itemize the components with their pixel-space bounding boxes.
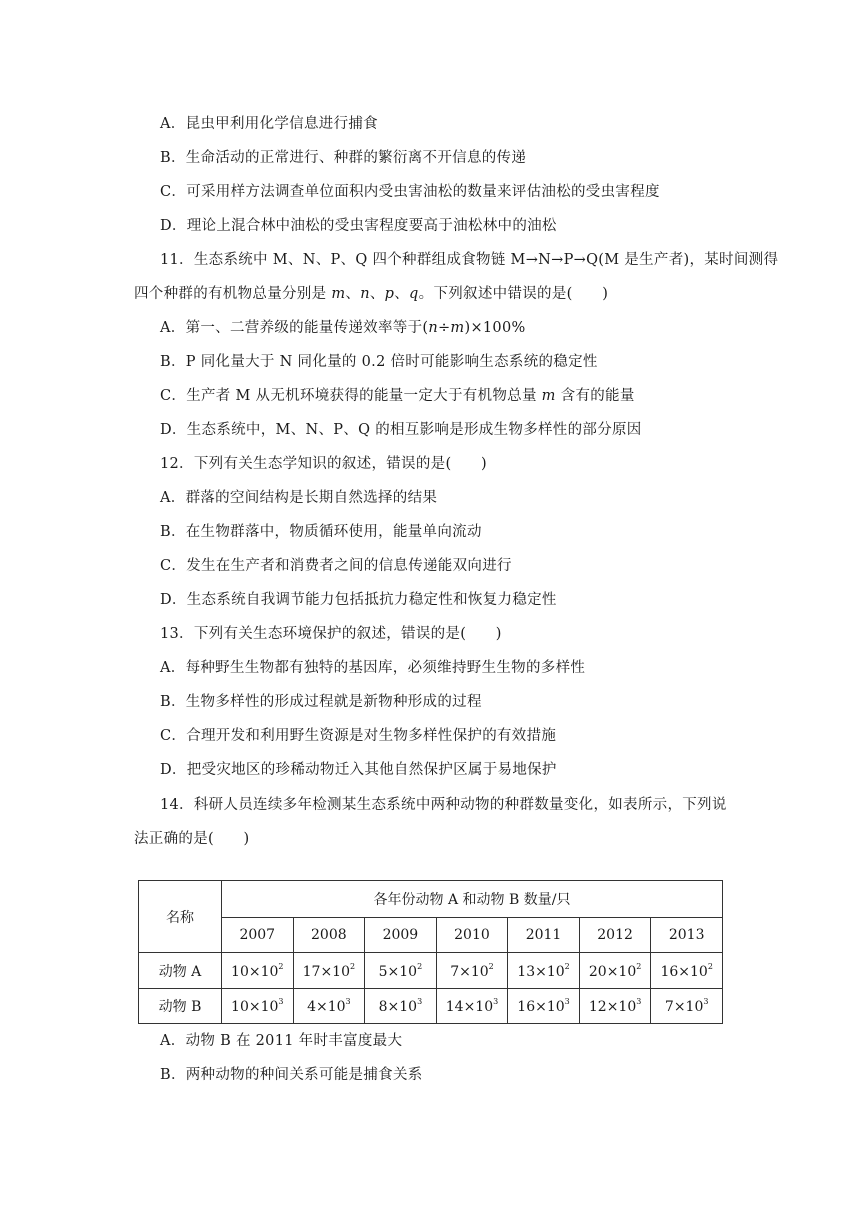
- value-cell: $8\times 10^3$: [365, 989, 437, 1024]
- table-years-row: [139, 918, 723, 953]
- q14-option-b: B．两种动物的种间关系可能是捕食关系: [160, 1067, 423, 1083]
- table-header-name: 名称: [139, 881, 222, 953]
- value-cell: $12\times 10^3$: [579, 989, 651, 1024]
- value-cell: $20\times 10^2$: [579, 953, 651, 989]
- year-cell: 2010: [436, 918, 508, 953]
- var-p: p: [384, 286, 395, 302]
- q11-option-b: B．P 同化量大于 N 同化量的 0.2 倍时可能影响生态系统的稳定性: [160, 354, 598, 370]
- value-cell: $7\times 10^3$: [651, 989, 723, 1024]
- var-n: n: [360, 286, 370, 302]
- population-table: [138, 880, 723, 1024]
- q11-option-d: D．生态系统中，M、N、P、Q 的相互影响是形成生物多样性的部分原因: [160, 422, 642, 438]
- q13-option-a: A．每种野生生物都有独特的基因库，必须维持野生生物的多样性: [160, 660, 586, 676]
- value-cell: $4\times 10^3$: [293, 989, 365, 1024]
- row-label: 动物 B: [139, 989, 222, 1024]
- q13-option-b: B．生物多样性的形成过程就是新物种形成的过程: [160, 694, 482, 710]
- q11-stem-line2: 四个种群的有机物总量分别是 m、n、p、q。下列叙述中错误的是( ): [134, 286, 609, 302]
- q10-option-c: C．可采用样方法调查单位面积内受虫害油松的数量来评估油松的受虫害程度: [160, 184, 660, 200]
- var-m: m: [331, 286, 346, 302]
- value-cell: $7\times 10^2$: [436, 953, 508, 989]
- row-label: 动物 A: [139, 953, 222, 989]
- q11-stem-line1: 11．生态系统中 M、N、P、Q 四个种群组成食物链 M→N→P→Q(M 是生产者)，某时间测得: [160, 252, 779, 268]
- value-cell: $13\times 10^2$: [508, 953, 580, 989]
- year-cell: 2012: [579, 918, 651, 953]
- table-row: [139, 953, 723, 989]
- value-cell: $10\times 10^2$: [222, 953, 294, 989]
- var-q: q: [409, 286, 419, 302]
- q12-option-a: A．群落的空间结构是长期自然选择的结果: [160, 490, 438, 506]
- value-cell: $17\times 10^2$: [293, 953, 365, 989]
- q14-stem-line1: 14．科研人员连续多年检测某生态系统中两种动物的种群数量变化，如表所示，下列说: [160, 797, 727, 813]
- q12-option-c: C．发生在生产者和消费者之间的信息传递能双向进行: [160, 558, 512, 574]
- value-cell: $16\times 10^3$: [508, 989, 580, 1024]
- year-cell: 2007: [222, 918, 294, 953]
- year-cell: 2011: [508, 918, 580, 953]
- table-header-group: 各年份动物 A 和动物 B 数量/只: [222, 881, 723, 918]
- year-cell: 2008: [293, 918, 365, 953]
- value-cell: $10\times 10^3$: [222, 989, 294, 1024]
- q11-option-c: C．生产者 M 从无机环境获得的能量一定大于有机物总量 m 含有的能量: [160, 388, 635, 404]
- q10-option-b: B．生命活动的正常进行、种群的繁衍离不开信息的传递: [160, 150, 527, 166]
- value-cell: $14\times 10^3$: [436, 989, 508, 1024]
- q13-stem: 13．下列有关生态环境保护的叙述，错误的是( ): [160, 626, 502, 642]
- q11-option-a: A．第一、二营养级的能量传递效率等于(n÷m)×100%: [160, 320, 526, 336]
- q10-option-a: A．昆虫甲利用化学信息进行捕食: [160, 116, 378, 132]
- year-cell: 2009: [365, 918, 437, 953]
- value-cell: $16\times 10^2$: [651, 953, 723, 989]
- q12-option-d: D．生态系统自我调节能力包括抵抗力稳定性和恢复力稳定性: [160, 592, 557, 608]
- q10-option-d: D．理论上混合林中油松的受虫害程度要高于油松林中的油松: [160, 218, 557, 234]
- table-row: [139, 989, 723, 1024]
- q12-stem: 12．下列有关生态学知识的叙述，错误的是( ): [160, 456, 487, 472]
- year-cell: 2013: [651, 918, 723, 953]
- q14-option-a: A．动物 B 在 2011 年时丰富度最大: [160, 1033, 403, 1049]
- q12-option-b: B．在生物群落中，物质循环使用，能量单向流动: [160, 524, 482, 540]
- q13-option-c: C．合理开发和利用野生资源是对生物多样性保护的有效措施: [160, 728, 557, 744]
- q13-option-d: D．把受灾地区的珍稀动物迁入其他自然保护区属于易地保护: [160, 762, 557, 778]
- value-cell: $5\times 10^2$: [365, 953, 437, 989]
- q14-stem-line2: 法正确的是( ): [134, 831, 250, 847]
